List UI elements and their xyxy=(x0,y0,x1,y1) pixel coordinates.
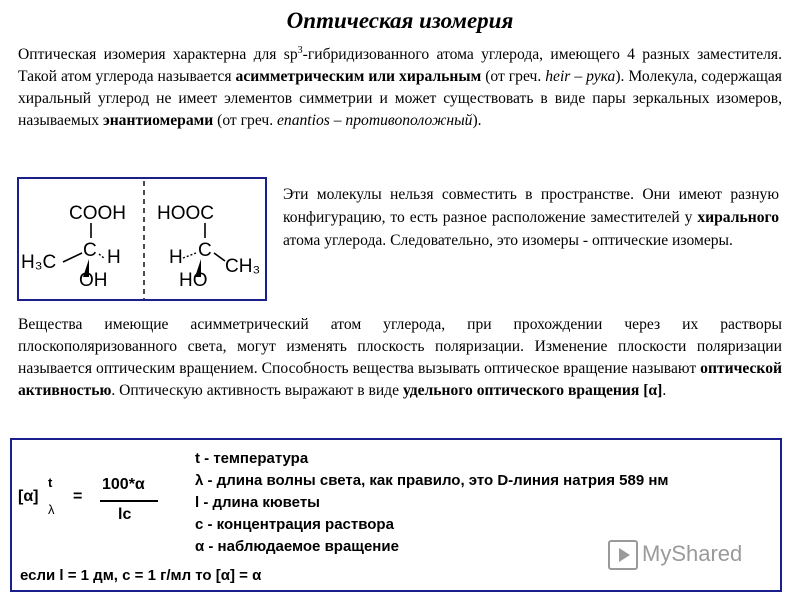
right-right-group: CH₃ xyxy=(225,256,261,277)
right-top-group: HOOC xyxy=(157,203,214,224)
unit-condition-note: если l = 1 дм, c = 1 г/мл то [α] = α xyxy=(20,567,262,584)
formula-sup: t xyxy=(48,475,53,490)
enantiomer-explanation: Эти молекулы нельзя совместить в пространстве. Они имеют разную конфигурацию, то есть разное расположение заместителей у хирального атома углерода. Следовательно, это изомеры - оптические изомеры. xyxy=(283,186,779,249)
specific-rotation-formula xyxy=(18,470,188,530)
play-icon xyxy=(608,540,638,570)
formula-numerator: 100*α xyxy=(102,476,145,493)
left-bottom-group: OH xyxy=(79,270,108,291)
formula-equals: = xyxy=(73,488,83,505)
right-bottom-group: HO xyxy=(179,270,208,291)
left-chiral-carbon: C xyxy=(83,240,97,261)
left-top-group: COOH xyxy=(69,203,126,224)
formula-legend xyxy=(195,448,669,558)
formula-lhs: [α] xyxy=(18,488,39,505)
left-left-group: H₃C xyxy=(21,252,57,273)
legend-item: λ - длина волны света, как правило, это D-линия натрия 589 нм xyxy=(195,472,669,489)
watermark-text: MyShared xyxy=(642,540,743,566)
formula-sub: λ xyxy=(48,502,55,517)
enantiomer-structures xyxy=(17,177,267,301)
right-chiral-carbon: C xyxy=(198,240,212,261)
fraction-bar xyxy=(100,500,158,502)
right-left-group: H xyxy=(169,247,183,268)
page-title: Оптическая изомерия xyxy=(286,8,514,33)
optical-activity-paragraph: Вещества имеющие асимметрический атом углерода, при прохождении через их растворы плоскополяризованного света, могут изменять плоскость поляризации. Изменение плоскости поляризации называется оптическим вращением. Способность вещества вызывать оптическое вращение называют оптической активностью. Оптическую активность выражают в виде удельного оптического вращения [α]. xyxy=(18,316,782,399)
formula-denominator: lc xyxy=(118,506,132,523)
legend-item: c - концентрация раствора xyxy=(195,516,394,533)
legend-item: α - наблюдаемое вращение xyxy=(195,538,399,555)
intro-paragraph: Оптическая изомерия характерна для $sp^3$-гибридизованного атома углерода, имеющего 4 разных заместителя. Такой атом углерода называется асимметрическим или хиральным (от греч. heir – рука). Молекула, содержащая хиральный углерод не имеет элементов симметрии и может существовать в виде пары зеркальных изомеров, называемых энантиомерами (от греч. enantios – противоположный). xyxy=(18,44,782,129)
legend-item: l - длина кюветы xyxy=(195,494,320,511)
left-right-group: H xyxy=(107,247,121,268)
legend-item: t - температура xyxy=(195,450,309,467)
watermark-logo xyxy=(608,540,742,570)
